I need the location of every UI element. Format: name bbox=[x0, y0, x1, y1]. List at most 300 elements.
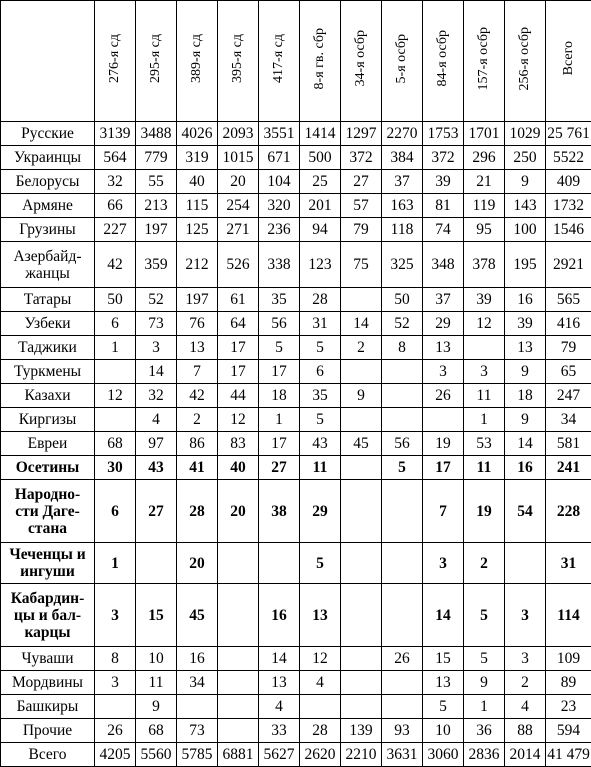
table-cell: 13 bbox=[300, 584, 341, 647]
table-cell: 271 bbox=[218, 218, 259, 242]
table-cell: 1029 bbox=[505, 122, 546, 146]
table-cell bbox=[341, 695, 382, 719]
column-header-label: 256-я осбр bbox=[517, 27, 533, 90]
table-cell: 4 bbox=[136, 408, 177, 432]
table-cell: 4 bbox=[259, 695, 300, 719]
table-cell: 671 bbox=[259, 146, 300, 170]
table-cell bbox=[382, 480, 423, 543]
table-cell: 3 bbox=[95, 671, 136, 695]
table-cell: 11 bbox=[300, 456, 341, 480]
table-cell: 26 bbox=[423, 384, 464, 408]
column-header-label: 5-я осбр bbox=[394, 34, 410, 83]
column-header bbox=[341, 1, 382, 122]
table-cell: 3631 bbox=[382, 743, 423, 767]
table-row bbox=[1, 456, 591, 480]
table-cell: 6 bbox=[300, 360, 341, 384]
table-cell: 9 bbox=[464, 671, 505, 695]
table-cell: 34 bbox=[546, 408, 591, 432]
table-cell: 89 bbox=[546, 671, 591, 695]
table-cell: 359 bbox=[136, 242, 177, 288]
column-header-label: 417-я сд bbox=[271, 34, 287, 83]
header-row bbox=[1, 1, 591, 122]
table-cell bbox=[136, 543, 177, 584]
table-cell: 14 bbox=[259, 647, 300, 671]
table-cell bbox=[341, 288, 382, 312]
table-row bbox=[1, 408, 591, 432]
table-cell: 79 bbox=[546, 336, 591, 360]
table-cell: 12 bbox=[218, 408, 259, 432]
table-cell: 8 bbox=[382, 336, 423, 360]
column-header bbox=[505, 1, 546, 122]
table-cell: 27 bbox=[259, 456, 300, 480]
table-cell: 39 bbox=[464, 288, 505, 312]
table-cell: 79 bbox=[341, 218, 382, 242]
table-cell: 236 bbox=[259, 218, 300, 242]
row-label: Всего bbox=[1, 743, 95, 767]
table-cell: 119 bbox=[464, 194, 505, 218]
table-cell: 61 bbox=[218, 288, 259, 312]
table-cell: 115 bbox=[177, 194, 218, 218]
table-cell: 57 bbox=[341, 194, 382, 218]
table-cell bbox=[423, 408, 464, 432]
table-cell: 213 bbox=[136, 194, 177, 218]
table-cell bbox=[341, 647, 382, 671]
table-cell: 4 bbox=[505, 695, 546, 719]
row-label: Украинцы bbox=[1, 146, 95, 170]
table-cell: 31 bbox=[546, 543, 591, 584]
table-cell: 9 bbox=[505, 170, 546, 194]
table-cell: 52 bbox=[136, 288, 177, 312]
table-cell bbox=[341, 480, 382, 543]
table-cell: 31 bbox=[300, 312, 341, 336]
table-cell: 16 bbox=[505, 288, 546, 312]
column-header bbox=[382, 1, 423, 122]
table-cell: 5 bbox=[464, 584, 505, 647]
table-cell: 18 bbox=[259, 384, 300, 408]
table-cell: 17 bbox=[259, 360, 300, 384]
table-row bbox=[1, 543, 591, 584]
table-cell: 30 bbox=[95, 456, 136, 480]
table-cell: 4026 bbox=[177, 122, 218, 146]
table-cell: 296 bbox=[464, 146, 505, 170]
row-label: Чуваши bbox=[1, 647, 95, 671]
table-cell: 2 bbox=[464, 543, 505, 584]
table-cell: 16 bbox=[505, 456, 546, 480]
table-cell: 6 bbox=[95, 312, 136, 336]
table-cell: 2921 bbox=[546, 242, 591, 288]
table-cell: 5627 bbox=[259, 743, 300, 767]
table-row bbox=[1, 218, 591, 242]
table-cell: 20 bbox=[218, 170, 259, 194]
table-cell bbox=[218, 584, 259, 647]
table-cell: 52 bbox=[382, 312, 423, 336]
table-row bbox=[1, 288, 591, 312]
table-cell: 94 bbox=[300, 218, 341, 242]
table-cell: 5 bbox=[300, 408, 341, 432]
table-cell bbox=[382, 584, 423, 647]
table-cell bbox=[382, 384, 423, 408]
table-cell: 227 bbox=[95, 218, 136, 242]
table-cell: 36 bbox=[464, 719, 505, 743]
row-label: Казахи bbox=[1, 384, 95, 408]
table-cell: 348 bbox=[423, 242, 464, 288]
column-header bbox=[423, 1, 464, 122]
table-cell: 41 bbox=[177, 456, 218, 480]
table-cell: 247 bbox=[546, 384, 591, 408]
table-cell bbox=[382, 360, 423, 384]
table-cell: 143 bbox=[505, 194, 546, 218]
table-cell bbox=[259, 543, 300, 584]
table-cell: 3488 bbox=[136, 122, 177, 146]
table-cell bbox=[382, 408, 423, 432]
table-row bbox=[1, 242, 591, 288]
table-cell: 1753 bbox=[423, 122, 464, 146]
table-cell: 6 bbox=[95, 480, 136, 543]
column-header-label: 84-я осбр bbox=[435, 30, 451, 86]
table-cell: 2 bbox=[505, 671, 546, 695]
table-cell: 35 bbox=[300, 384, 341, 408]
table-cell bbox=[382, 543, 423, 584]
table-cell bbox=[341, 408, 382, 432]
table-cell: 13 bbox=[423, 336, 464, 360]
table-cell: 29 bbox=[300, 480, 341, 543]
table-cell bbox=[177, 695, 218, 719]
table-cell: 5 bbox=[423, 695, 464, 719]
table-cell: 5 bbox=[464, 647, 505, 671]
table-cell: 9 bbox=[341, 384, 382, 408]
table-cell: 40 bbox=[218, 456, 259, 480]
table-cell: 3139 bbox=[95, 122, 136, 146]
column-header bbox=[136, 1, 177, 122]
table-cell: 3 bbox=[136, 336, 177, 360]
table-cell: 8 bbox=[95, 647, 136, 671]
table-cell bbox=[341, 456, 382, 480]
table-cell: 565 bbox=[546, 288, 591, 312]
table-cell: 15 bbox=[136, 584, 177, 647]
row-label: Таджики bbox=[1, 336, 95, 360]
table-cell: 1 bbox=[95, 543, 136, 584]
table-cell bbox=[341, 584, 382, 647]
row-label: Азербайд- жанцы bbox=[1, 242, 95, 288]
table-cell: 44 bbox=[218, 384, 259, 408]
table-cell: 2014 bbox=[505, 743, 546, 767]
table-cell: 66 bbox=[95, 194, 136, 218]
table-cell: 19 bbox=[423, 432, 464, 456]
column-header-label: 295-я сд bbox=[148, 34, 164, 83]
row-label: Русские bbox=[1, 122, 95, 146]
table-cell: 1 bbox=[259, 408, 300, 432]
table-cell: 1701 bbox=[464, 122, 505, 146]
row-label: Татары bbox=[1, 288, 95, 312]
table-cell bbox=[218, 543, 259, 584]
table-cell: 11 bbox=[464, 456, 505, 480]
row-label: Грузины bbox=[1, 218, 95, 242]
table-cell: 64 bbox=[218, 312, 259, 336]
column-header bbox=[218, 1, 259, 122]
table-row bbox=[1, 360, 591, 384]
table-row bbox=[1, 480, 591, 543]
table-cell: 1297 bbox=[341, 122, 382, 146]
table-row bbox=[1, 384, 591, 408]
table-cell: 56 bbox=[382, 432, 423, 456]
table-cell: 14 bbox=[423, 584, 464, 647]
table-cell: 40 bbox=[177, 170, 218, 194]
table-cell bbox=[95, 408, 136, 432]
column-header bbox=[464, 1, 505, 122]
table-cell: 338 bbox=[259, 242, 300, 288]
table-cell: 1 bbox=[464, 695, 505, 719]
table-cell: 325 bbox=[382, 242, 423, 288]
table-cell: 416 bbox=[546, 312, 591, 336]
table-cell: 1546 bbox=[546, 218, 591, 242]
table-cell: 1414 bbox=[300, 122, 341, 146]
table-cell: 195 bbox=[505, 242, 546, 288]
table-cell bbox=[382, 695, 423, 719]
table-cell: 28 bbox=[177, 480, 218, 543]
table-cell: 16 bbox=[259, 584, 300, 647]
table-cell: 9 bbox=[505, 360, 546, 384]
table-cell: 18 bbox=[505, 384, 546, 408]
table-cell: 5785 bbox=[177, 743, 218, 767]
table-cell: 3 bbox=[505, 647, 546, 671]
table-row bbox=[1, 170, 591, 194]
column-header-label: 276-я сд bbox=[107, 34, 123, 83]
table-cell: 125 bbox=[177, 218, 218, 242]
table-row bbox=[1, 432, 591, 456]
table-cell: 13 bbox=[505, 336, 546, 360]
table-cell: 14 bbox=[136, 360, 177, 384]
table-cell: 88 bbox=[505, 719, 546, 743]
table-row bbox=[1, 719, 591, 743]
table-row bbox=[1, 671, 591, 695]
table-cell: 7 bbox=[177, 360, 218, 384]
table-cell: 55 bbox=[136, 170, 177, 194]
table-cell: 2 bbox=[341, 336, 382, 360]
table-cell: 68 bbox=[136, 719, 177, 743]
table-cell: 97 bbox=[136, 432, 177, 456]
table-cell: 2093 bbox=[218, 122, 259, 146]
table-cell: 5 bbox=[300, 543, 341, 584]
table-cell: 11 bbox=[136, 671, 177, 695]
table-cell: 93 bbox=[382, 719, 423, 743]
table-cell: 35 bbox=[259, 288, 300, 312]
table-cell: 27 bbox=[341, 170, 382, 194]
table-cell: 3060 bbox=[423, 743, 464, 767]
table-cell bbox=[218, 671, 259, 695]
table-cell bbox=[218, 647, 259, 671]
column-header-label: 34-я осбр bbox=[353, 30, 369, 86]
table-cell: 37 bbox=[382, 170, 423, 194]
table-cell: 15 bbox=[423, 647, 464, 671]
column-header-label: 395-я сд bbox=[230, 34, 246, 83]
column-header bbox=[546, 1, 591, 122]
table-cell: 163 bbox=[382, 194, 423, 218]
table-cell: 1732 bbox=[546, 194, 591, 218]
table-cell: 45 bbox=[341, 432, 382, 456]
table-cell: 114 bbox=[546, 584, 591, 647]
table-cell: 17 bbox=[218, 336, 259, 360]
table-cell: 25 bbox=[300, 170, 341, 194]
table-cell: 28 bbox=[300, 719, 341, 743]
table-row bbox=[1, 743, 591, 767]
table-cell bbox=[341, 360, 382, 384]
table-cell: 241 bbox=[546, 456, 591, 480]
table-cell: 32 bbox=[95, 170, 136, 194]
table-cell: 65 bbox=[546, 360, 591, 384]
row-label: Народно- сти Даге- стана bbox=[1, 480, 95, 543]
row-label: Узбеки bbox=[1, 312, 95, 336]
row-label: Киргизы bbox=[1, 408, 95, 432]
row-label: Армяне bbox=[1, 194, 95, 218]
table-cell: 1015 bbox=[218, 146, 259, 170]
table-cell: 1 bbox=[464, 408, 505, 432]
table-cell bbox=[382, 671, 423, 695]
table-cell: 320 bbox=[259, 194, 300, 218]
table-cell: 2270 bbox=[382, 122, 423, 146]
table-cell: 250 bbox=[505, 146, 546, 170]
table-cell: 372 bbox=[341, 146, 382, 170]
table-cell: 23 bbox=[546, 695, 591, 719]
table-cell: 33 bbox=[259, 719, 300, 743]
table-cell: 10 bbox=[136, 647, 177, 671]
table-cell: 1 bbox=[95, 336, 136, 360]
row-label: Белорусы bbox=[1, 170, 95, 194]
table-cell: 319 bbox=[177, 146, 218, 170]
table-cell: 5 bbox=[259, 336, 300, 360]
column-header-label: 389-я сд bbox=[189, 34, 205, 83]
table-cell: 86 bbox=[177, 432, 218, 456]
row-label: Осетины bbox=[1, 456, 95, 480]
table-cell: 26 bbox=[95, 719, 136, 743]
table-cell: 17 bbox=[218, 360, 259, 384]
table-cell bbox=[95, 695, 136, 719]
column-header-label: 8-я гв. сбр bbox=[312, 28, 328, 89]
table-cell: 3 bbox=[95, 584, 136, 647]
table-cell: 43 bbox=[136, 456, 177, 480]
table-cell: 37 bbox=[423, 288, 464, 312]
row-label: Башкиры bbox=[1, 695, 95, 719]
table-cell: 50 bbox=[382, 288, 423, 312]
table-cell: 2 bbox=[177, 408, 218, 432]
table-cell bbox=[218, 719, 259, 743]
table-cell: 5 bbox=[382, 456, 423, 480]
column-header bbox=[95, 1, 136, 122]
table-cell: 12 bbox=[95, 384, 136, 408]
table-cell: 581 bbox=[546, 432, 591, 456]
table-cell: 5560 bbox=[136, 743, 177, 767]
table-cell: 17 bbox=[259, 432, 300, 456]
table-cell: 50 bbox=[95, 288, 136, 312]
table-cell: 526 bbox=[218, 242, 259, 288]
table-cell: 139 bbox=[341, 719, 382, 743]
table-row bbox=[1, 194, 591, 218]
table-cell: 42 bbox=[95, 242, 136, 288]
table-cell: 12 bbox=[464, 312, 505, 336]
table-cell: 74 bbox=[423, 218, 464, 242]
table-cell: 9 bbox=[136, 695, 177, 719]
table-cell: 83 bbox=[218, 432, 259, 456]
column-header bbox=[259, 1, 300, 122]
table-cell: 118 bbox=[382, 218, 423, 242]
column-header bbox=[300, 1, 341, 122]
table-cell: 53 bbox=[464, 432, 505, 456]
table-cell: 19 bbox=[464, 480, 505, 543]
table-cell: 17 bbox=[423, 456, 464, 480]
table-cell: 594 bbox=[546, 719, 591, 743]
table-cell: 25 761 bbox=[546, 122, 591, 146]
table-row bbox=[1, 312, 591, 336]
table-cell: 3 bbox=[505, 584, 546, 647]
table-cell: 12 bbox=[300, 647, 341, 671]
table-cell: 409 bbox=[546, 170, 591, 194]
table-cell: 68 bbox=[95, 432, 136, 456]
table-cell: 228 bbox=[546, 480, 591, 543]
row-label: Туркмены bbox=[1, 360, 95, 384]
column-header-label: 157-я осбр bbox=[476, 27, 492, 90]
table-cell: 14 bbox=[505, 432, 546, 456]
table-cell: 3 bbox=[423, 360, 464, 384]
table-cell: 34 bbox=[177, 671, 218, 695]
table-cell: 27 bbox=[136, 480, 177, 543]
table-cell: 4 bbox=[300, 671, 341, 695]
table-cell: 254 bbox=[218, 194, 259, 218]
row-label: Чеченцы и ингуши bbox=[1, 543, 95, 584]
table-cell: 16 bbox=[177, 647, 218, 671]
table-cell: 10 bbox=[423, 719, 464, 743]
table-row bbox=[1, 122, 591, 146]
table-cell: 9 bbox=[505, 408, 546, 432]
column-header bbox=[177, 1, 218, 122]
table-cell: 5522 bbox=[546, 146, 591, 170]
table-cell: 13 bbox=[423, 671, 464, 695]
table-row bbox=[1, 647, 591, 671]
table-cell: 3 bbox=[464, 360, 505, 384]
table-cell: 43 bbox=[300, 432, 341, 456]
table-cell: 39 bbox=[423, 170, 464, 194]
table-cell bbox=[505, 543, 546, 584]
table-cell: 42 bbox=[177, 384, 218, 408]
table-cell: 123 bbox=[300, 242, 341, 288]
table-cell: 372 bbox=[423, 146, 464, 170]
table-cell: 54 bbox=[505, 480, 546, 543]
table-cell: 38 bbox=[259, 480, 300, 543]
row-label: Евреи bbox=[1, 432, 95, 456]
table-cell: 11 bbox=[464, 384, 505, 408]
table-cell: 500 bbox=[300, 146, 341, 170]
table-cell bbox=[464, 336, 505, 360]
table-cell bbox=[341, 671, 382, 695]
table-cell: 73 bbox=[177, 719, 218, 743]
table-body bbox=[1, 122, 591, 767]
table-cell: 212 bbox=[177, 242, 218, 288]
row-label: Кабардин- цы и бал- карцы bbox=[1, 584, 95, 647]
table-cell: 7 bbox=[423, 480, 464, 543]
table-cell: 2210 bbox=[341, 743, 382, 767]
table-row bbox=[1, 695, 591, 719]
table-cell: 21 bbox=[464, 170, 505, 194]
table-cell: 6881 bbox=[218, 743, 259, 767]
table-cell bbox=[300, 695, 341, 719]
table-cell bbox=[341, 543, 382, 584]
table-cell: 3551 bbox=[259, 122, 300, 146]
column-header-label: Всего bbox=[561, 41, 577, 75]
table-cell: 56 bbox=[259, 312, 300, 336]
table-cell: 13 bbox=[259, 671, 300, 695]
table-cell: 779 bbox=[136, 146, 177, 170]
corner-cell bbox=[1, 1, 95, 122]
table-row bbox=[1, 146, 591, 170]
table-cell: 104 bbox=[259, 170, 300, 194]
